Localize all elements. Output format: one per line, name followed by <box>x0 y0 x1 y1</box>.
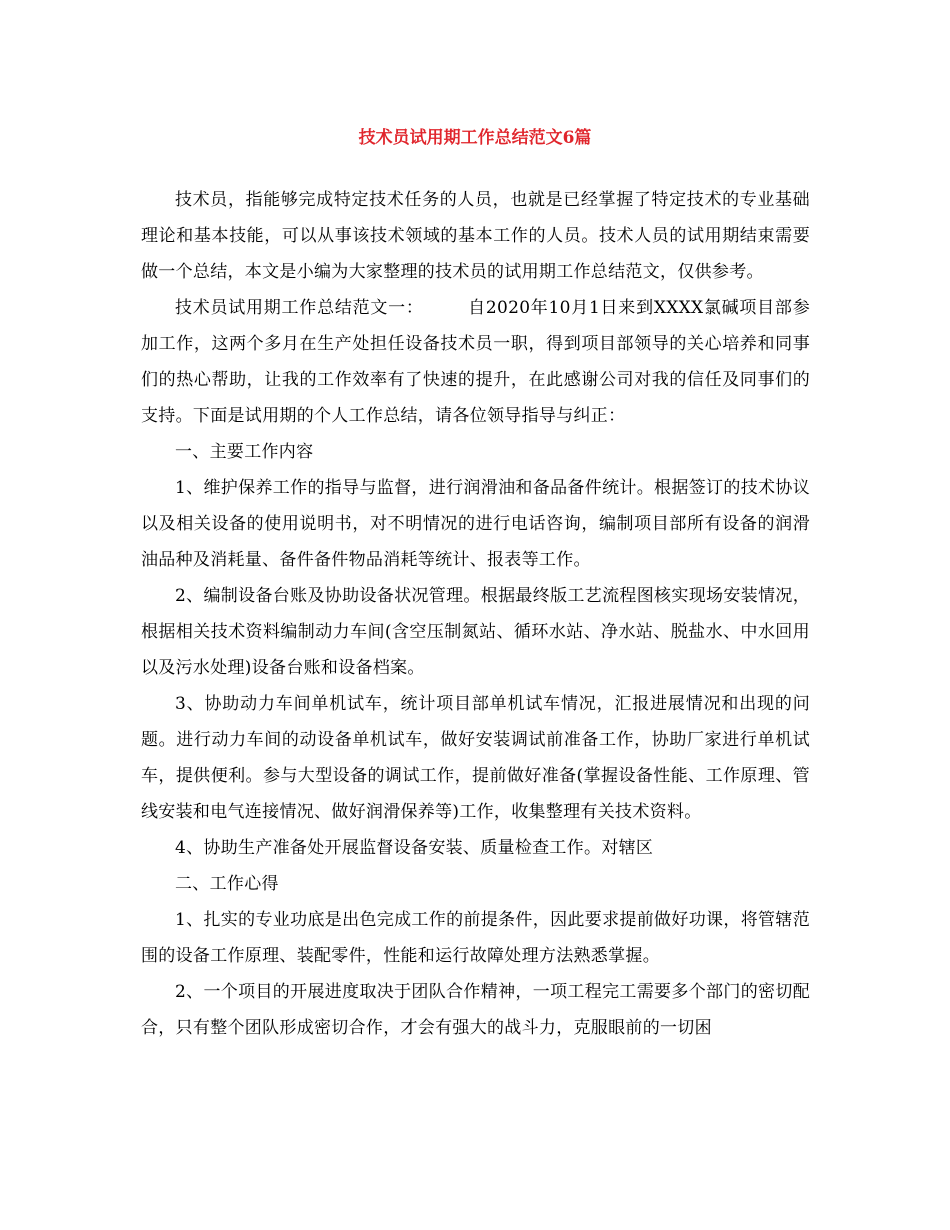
work-item-3: 3、协助动力车间单机试车，统计项目部单机试车情况，汇报进展情况和出现的问 题。进行动力车间的动设备单机试车，做好安装调试前准备工作，协助厂家进行单机试车，提供便利。参与大型设备的调试工作，提前做好准备(掌握设备性能、工作原理、管线安装和电气连接情况、做好润滑保养等)工作，收集整理有关技术资料。 <box>141 694 810 822</box>
sample-one-paragraph <box>141 290 810 434</box>
experience-item-1: 1、扎实的专业功底是出色完成工作的前提条件，因此要求提前做好功课，将管辖范围的设备工作原理、装配零件，性能和运行故障处理方法熟悉掌握。 <box>141 910 810 966</box>
experience-item-2: 2、一个项目的开展进度取决于团队合作精神，一项工程完工需要多个部门的密切配合，只有整个团队形成密切合作，才会有强大的战斗力，克服眼前的一切困 <box>141 982 810 1038</box>
sample-one-lead: 技术员试用期工作总结范文一： <box>175 298 424 318</box>
intro-paragraph: 技术员，指能够完成特定技术任务的人员，也就是已经掌握了特定技术的专业基础理论和基本技能，可以从事该技术领域的基本工作的人员。技术人员的试用期结束需要做一个总结，本文是小编为大家整理的技术员的试用期工作总结范文，仅供参考。 <box>141 190 810 282</box>
work-item-4: 4、协助生产准备处开展监督设备安装、质量检查工作。对辖区 <box>175 838 654 858</box>
document-title: 技术员试用期工作总结范文6篇 <box>358 128 592 148</box>
document-body <box>141 182 810 1046</box>
section-heading-experience: 二、工作心得 <box>175 874 279 894</box>
sample-one-text: 自2020年10月1日来到XXXX氯碱项目部参加工作，这两个多月在生产处担任设备技术员一职，得到项目部领导的关心培养和同事们的热心帮助，让我的工作效率有了快速的提升，在此感谢公司对我的信任及同事们的支持。下面是试用期的个人工作总结，请各位领导指导与纠正： <box>141 298 810 426</box>
section-heading-main-work: 一、主要工作内容 <box>175 442 314 462</box>
work-item-2: 2、编制设备台账及协助设备状况管理。根据最终版工艺流程图核实现场安装情况，根据相关技术资料编制动力车间(含空压制氮站、循环水站、净水站、脱盐水、中水回用以及污水处理)设备台账和设备档案。 <box>141 586 810 678</box>
work-item-1: 1、维护保养工作的指导与监督，进行润滑油和备品备件统计。根据签订的技术协议以及相关设备的使用说明书，对不明情况的进行电话咨询，编制项目部所有设备的润滑油品种及消耗量、备件备件物品消耗等统计、报表等工作。 <box>141 478 810 570</box>
